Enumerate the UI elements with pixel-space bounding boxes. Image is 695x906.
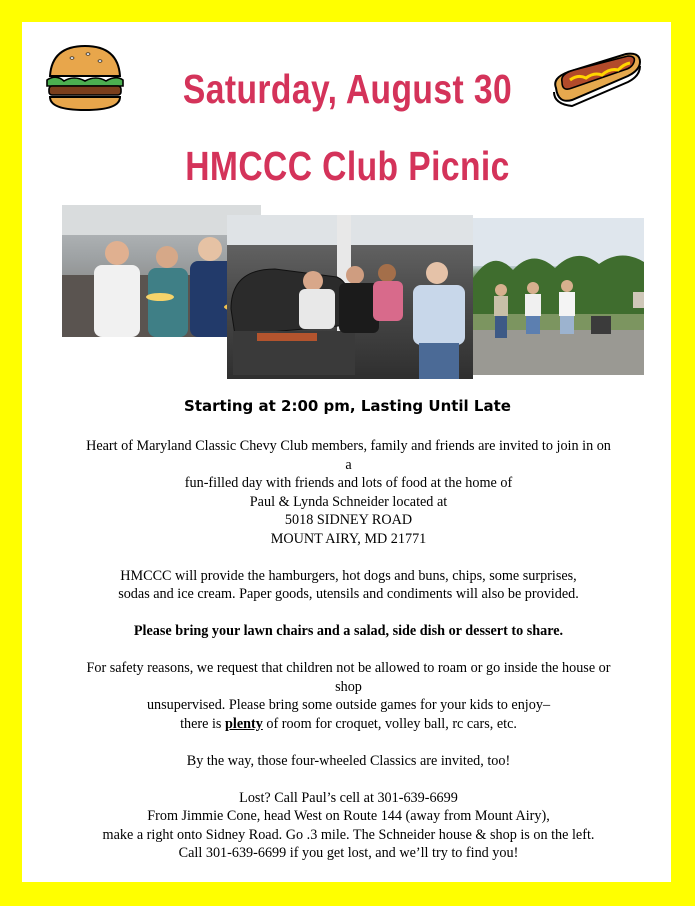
- directions-line-3: make a right onto Sidney Road. Go .3 mile. The Schneider house & shop is on the left.: [102, 826, 595, 843]
- photo-yard-guests: [473, 218, 644, 375]
- safety-line-4-post: of room for croquet, volley ball, rc cars, etc.: [262, 715, 517, 732]
- directions-line-2: From Jimmie Cone, head West on Route 144 (away from Mount Airy),: [147, 808, 550, 824]
- intro-line-1: Heart of Maryland Classic Chevy Club members, family and friends are invited to join in on: [86, 438, 611, 454]
- intro-line-3: fun-filled day with friends and lots of food at the home of: [184, 475, 513, 491]
- classics-note: By the way, those four-wheeled Classics are invited, too!: [186, 752, 511, 769]
- provide-line-1: HMCCC will provide the hamburgers, hot dogs and buns, chips, some surprises,: [120, 567, 577, 584]
- hamburger-icon: [44, 40, 126, 116]
- invitation-body: [40, 437, 657, 863]
- intro-line-2: a: [345, 456, 352, 473]
- safety-line-4: [40, 715, 657, 734]
- hotdog-icon: [548, 48, 644, 110]
- provide-line-2: sodas and ice cream. Paper goods, utensils and condiments will also be provided.: [118, 586, 579, 602]
- directions-line-4: Call 301-639-6699 if you get lost, and we’ll try to find you!: [178, 845, 519, 861]
- intro-line-4: Paul & Lynda Schneider located at: [249, 493, 448, 510]
- address-city: MOUNT AIRY, MD 21771: [270, 530, 427, 547]
- event-time: Starting at 2:00 pm, Lasting Until Late: [184, 397, 511, 415]
- safety-line-4-pre: there is: [180, 715, 225, 732]
- photo-grill: [227, 215, 473, 379]
- plenty-emphasis: plenty: [224, 715, 263, 732]
- event-date-title: Saturday, August 30: [182, 66, 513, 112]
- bring-request: Please bring your lawn chairs and a salad, side dish or dessert to share.: [133, 623, 564, 639]
- safety-line-2: shop: [335, 678, 362, 695]
- safety-line-3: unsupervised. Please bring some outside games for your kids to enjoy–: [146, 697, 551, 713]
- safety-line-1: For safety reasons, we request that children not be allowed to roam or go inside the house or: [86, 660, 611, 676]
- directions-line-1: Lost? Call Paul’s cell at 301-639-6699: [239, 789, 458, 806]
- address-street: 5018 SIDNEY ROAD: [284, 512, 413, 528]
- event-name-title: HMCCC Club Picnic: [185, 143, 510, 189]
